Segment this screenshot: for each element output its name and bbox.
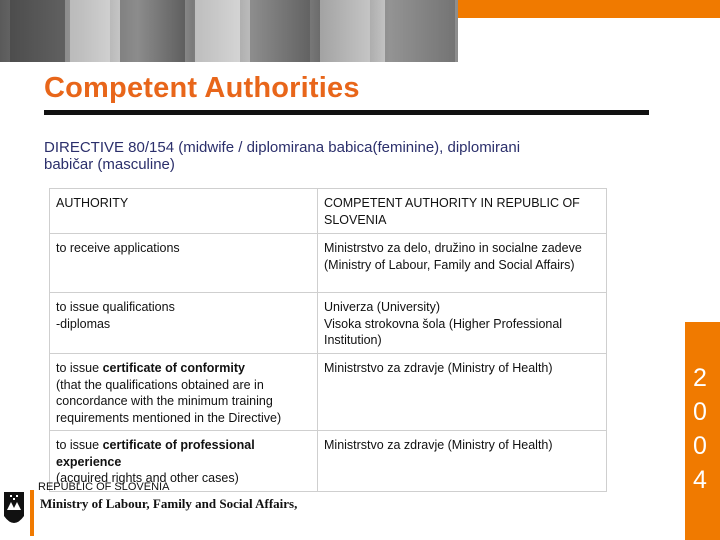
directive-heading [44,139,664,173]
authority-prefix: to issue [56,361,103,375]
authority-emphasis: certificate of professional experience [56,438,255,469]
authority-detail: (acquired rights and other cases) [56,471,239,485]
authority-line: -diplomas [56,316,111,331]
title-divider [44,110,649,115]
authorities-table [49,188,607,492]
year-digit: 0 [693,432,707,460]
authority-emphasis: certificate of conformity [102,361,245,375]
directive-line-1: DIRECTIVE 80/154 (midwife / diplomirana babica(feminine), diplomirani [44,139,521,156]
competent-cell: Ministrstvo za delo, družino in socialne zadeve (Ministry of Labour, Family and Social Affairs) [318,234,607,293]
authority-cell [50,293,318,354]
authority-line: to issue qualifications [56,300,175,314]
authority-cell: to receive applications [50,234,318,293]
competent-cell: Ministrstvo za zdravje (Ministry of Health) [318,431,607,492]
table-row [50,234,607,293]
year-digit: 0 [693,398,707,426]
competent-cell [318,293,607,354]
directive-line-2: babičar (masculine) [44,156,175,173]
table-header-row [50,189,607,234]
year-sidebar [685,322,720,540]
competent-line: Univerza (University) [324,300,440,314]
header-competent-authority: COMPETENT AUTHORITY IN REPUBLIC OF SLOVENIA [318,189,607,234]
table-row [50,354,607,431]
footer-ministry: Ministry of Labour, Family and Social Affairs, [40,496,298,511]
authority-cell [50,354,318,431]
competent-cell: Ministrstvo za zdravje (Ministry of Health) [318,354,607,431]
competent-line: Visoka strokovna šola (Higher Professional Institution) [324,316,563,347]
slovenia-coat-of-arms-icon [0,488,28,532]
top-accent-bar [458,0,720,18]
footer-country: REPUBLIC OF SLOVENIA [38,481,170,493]
photo-collage-banner [0,0,458,62]
year-digit: 2 [693,364,707,392]
header-authority: AUTHORITY [50,189,318,234]
authority-detail: (that the qualifications obtained are in concordance with the minimum training requirements mentioned in the Directive) [56,377,282,425]
year-digit: 4 [693,466,707,494]
page-title: Competent Authorities [44,72,360,104]
authority-prefix: to issue [56,438,103,452]
table-row [50,293,607,354]
footer-accent-bar [30,490,34,536]
